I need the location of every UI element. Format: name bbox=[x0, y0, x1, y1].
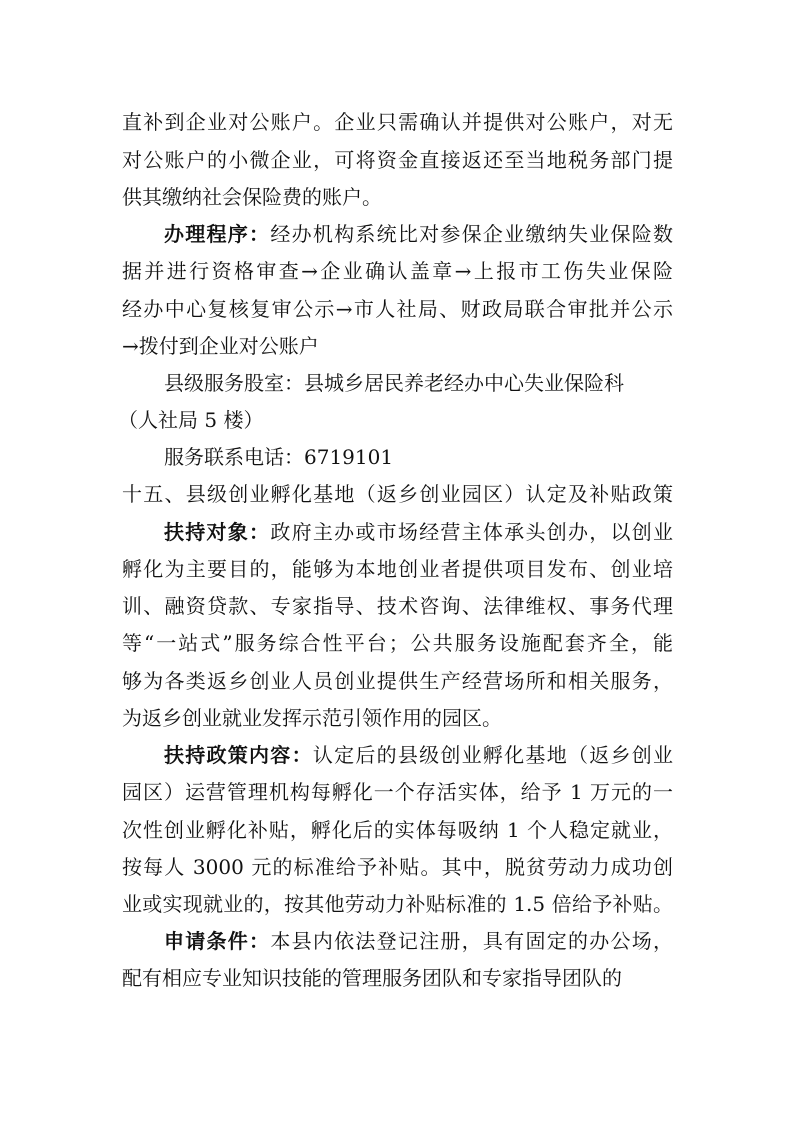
policy-first-line bbox=[164, 740, 673, 770]
section-heading: 十五、县级创业孵化基地（返乡创业园区）认定及补贴政策 bbox=[122, 482, 673, 506]
paragraph-line: 等“一站式”服务综合性平台；公共服务设施配套齐全，能 bbox=[122, 631, 673, 655]
conditions-first-line bbox=[164, 926, 673, 956]
target-first-line bbox=[164, 517, 673, 547]
paragraph-line: 对公账户的小微企业，可将资金直接返还至当地税务部门提 bbox=[122, 148, 673, 172]
service-phone: 服务联系电话：6719101 bbox=[164, 445, 394, 469]
paragraph-line: 业或实现就业的，按其他劳动力补贴标准的 1.5 倍给予补贴。 bbox=[122, 892, 673, 916]
paragraph-line: →拨付到企业对公账户 bbox=[122, 334, 319, 358]
target-text: 政府主办或市场经营主体承头创办，以创业 bbox=[270, 520, 674, 544]
conditions-label: 申请条件： bbox=[164, 929, 271, 953]
policy-text: 认定后的县级创业孵化基地（返乡创业 bbox=[312, 743, 674, 767]
paragraph-line: 据并进行资格审查→企业确认盖章→上报市工伤失业保险 bbox=[122, 259, 673, 283]
paragraph-line: 孵化为主要目的，能够为本地创业者提供项目发布、创业培 bbox=[122, 557, 673, 581]
paragraph-line: 配有相应专业知识技能的管理服务团队和专家指导团队的 bbox=[122, 966, 622, 990]
paragraph-line: 供其缴纳社会保险费的账户。 bbox=[122, 185, 382, 209]
paragraph-line: 园区）运营管理机构每孵化一个存活实体，给予 1 万元的一 bbox=[122, 780, 673, 804]
paragraph-line: 按每人 3000 元的标准给予补贴。其中，脱贫劳动力成功创 bbox=[122, 855, 673, 879]
paragraph-line: 经办中心复核复审公示→市人社局、财政局联合审批并公示 bbox=[122, 297, 673, 321]
target-label: 扶持对象： bbox=[164, 520, 271, 544]
paragraph-line: 次性创业孵化补贴，孵化后的实体每吸纳 1 个人稳定就业， bbox=[122, 818, 673, 842]
policy-label: 扶持政策内容： bbox=[164, 743, 313, 767]
office-line: （人社局 5 楼） bbox=[118, 408, 264, 432]
paragraph-line: 够为各类返乡创业人员创业提供生产经营场所和相关服务， bbox=[122, 669, 673, 693]
paragraph-line: 直补到企业对公账户。企业只需确认并提供对公账户，对无 bbox=[122, 110, 673, 134]
office-line: 县级服务股室：县城乡居民养老经办中心失业保险科 bbox=[164, 371, 624, 395]
conditions-text: 本县内依法登记注册，具有固定的办公场， bbox=[270, 929, 674, 953]
paragraph-line: 训、融资贷款、专家指导、技术咨询、法律维权、事务代理 bbox=[122, 594, 673, 618]
paragraph-line: 为返乡创业就业发挥示范引领作用的园区。 bbox=[122, 706, 502, 730]
procedure-label: 办理程序： bbox=[164, 222, 271, 246]
procedure-text: 经办机构系统比对参保企业缴纳失业保险数 bbox=[270, 222, 674, 246]
procedure-first-line bbox=[164, 219, 673, 249]
